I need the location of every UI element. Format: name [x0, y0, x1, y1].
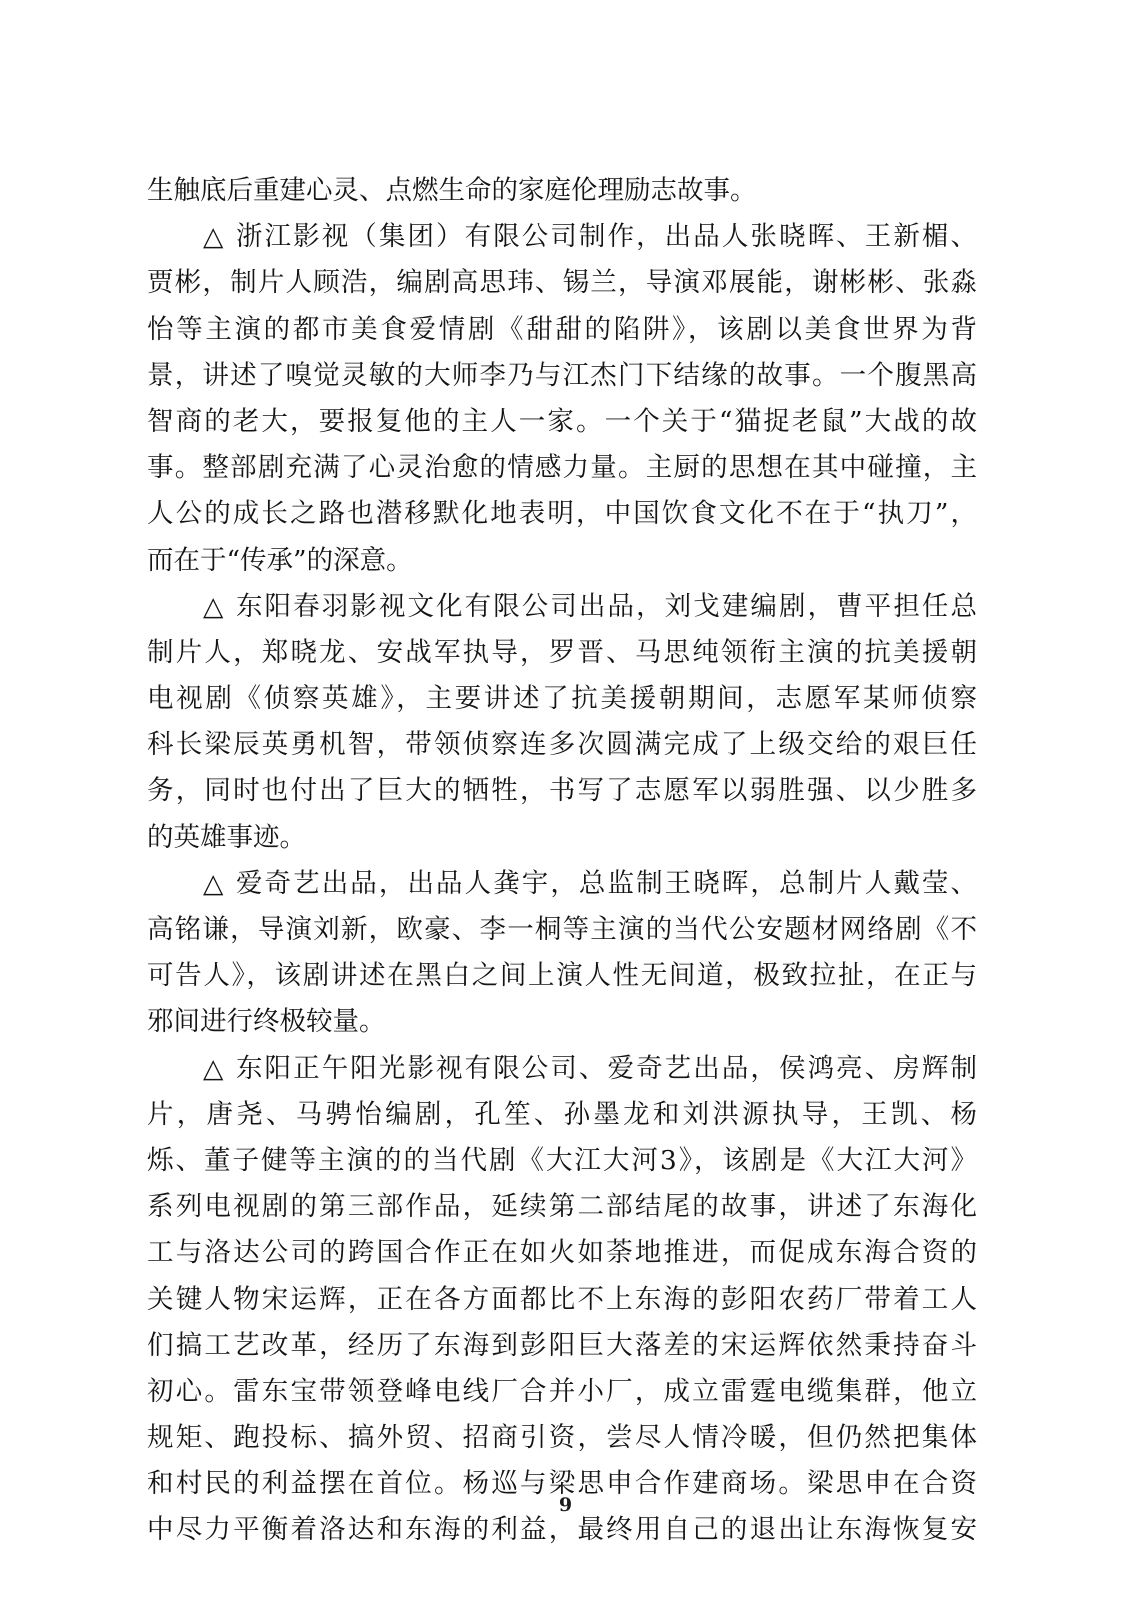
body-text — [147, 168, 977, 1554]
paragraph-start-line: △ 东阳春羽影视文化有限公司出品，刘戈建编剧，曹平担任总 — [203, 590, 977, 622]
text-line: 邪间进行终极较量。 — [147, 1006, 386, 1038]
text-line: 工与洛达公司的跨国合作正在如火如荼地推进，而促成东海合资的 — [147, 1237, 977, 1269]
text-line: 事。整部剧充满了心灵治愈的情感力量。主厨的思想在其中碰撞，主 — [147, 452, 977, 484]
text-line: 生触底后重建心灵、点燃生命的家庭伦理励志故事。 — [147, 175, 757, 206]
text-line: 科长梁辰英勇机智，带领侦察连多次圆满完成了上级交给的艰巨任 — [147, 729, 977, 761]
text-line: 贾彬，制片人顾浩，编剧高思玮、锡兰，导演邓展能，谢彬彬、张淼 — [147, 267, 977, 299]
text-line: 怡等主演的都市美食爱情剧《甜甜的陷阱》，该剧以美食世界为背 — [147, 313, 977, 345]
text-line: 和村民的利益摆在首位。杨巡与梁思申合作建商场。梁思申在合资 — [147, 1468, 977, 1500]
text-line: 可告人》，该剧讲述在黑白之间上演人性无间道，极致拉扯，在正与 — [147, 960, 977, 992]
text-line: 高铭谦，导演刘新，欧豪、李一桐等主演的当代公安题材网络剧《不 — [147, 914, 977, 945]
text-line: 烁、董子健等主演的的当代剧《大江大河3》，该剧是《大江大河》 — [147, 1144, 977, 1176]
paragraph-start-line: △ 浙江影视（集团）有限公司制作，出品人张晓晖、王新楣、 — [203, 221, 977, 253]
text-line: 务，同时也付出了巨大的牺牲，书写了志愿军以弱胜强、以少胜多 — [147, 775, 977, 807]
text-line: 人公的成长之路也潜移默化地表明，中国饮食文化不在于“执刀”， — [147, 498, 977, 530]
text-line: 电视剧《侦察英雄》，主要讲述了抗美援朝期间，志愿军某师侦察 — [147, 683, 977, 715]
text-line: 而在于“传承”的深意。 — [147, 544, 413, 576]
text-line: 关键人物宋运辉，正在各方面都比不上东海的彭阳农药厂带着工人 — [147, 1283, 977, 1315]
text-line: 制片人，郑晓龙、安战军执导，罗晋、马思纯领衔主演的抗美援朝 — [147, 636, 977, 668]
text-line: 系列电视剧的第三部作品，延续第二部结尾的故事，讲述了东海化 — [147, 1191, 977, 1223]
text-line: 片，唐尧、马骋怡编剧，孔笙、孙墨龙和刘洪源执导，王凯、杨 — [147, 1098, 977, 1130]
text-line: 景，讲述了嗅觉灵敏的大师李乃与江杰门下结缘的故事。一个腹黑高 — [147, 359, 977, 391]
text-line: 中尽力平衡着洛达和东海的利益，最终用自己的退出让东海恢复安 — [147, 1514, 977, 1546]
text-line: 初心。雷东宝带领登峰电线厂合并小厂，成立雷霆电缆集群，他立 — [147, 1375, 977, 1407]
text-line: 的英雄事迹。 — [147, 821, 306, 853]
page-number: 9 — [558, 1494, 573, 1516]
paragraph-start-line: △ 爱奇艺出品，出品人龚宇，总监制王晓晖，总制片人戴莹、 — [203, 867, 977, 899]
text-line: 规矩、跑投标、搞外贸、招商引资，尝尽人情冷暖，但仍然把集体 — [147, 1422, 977, 1454]
paragraph-start-line: △ 东阳正午阳光影视有限公司、爱奇艺出品，侯鸿亮、房辉制 — [203, 1052, 977, 1084]
text-line: 智商的老大，要报复他的主人一家。一个关于“猫捉老鼠”大战的故 — [147, 405, 977, 437]
text-line: 们搞工艺改革，经历了东海到彭阳巨大落差的宋运辉依然秉持奋斗 — [147, 1329, 977, 1361]
